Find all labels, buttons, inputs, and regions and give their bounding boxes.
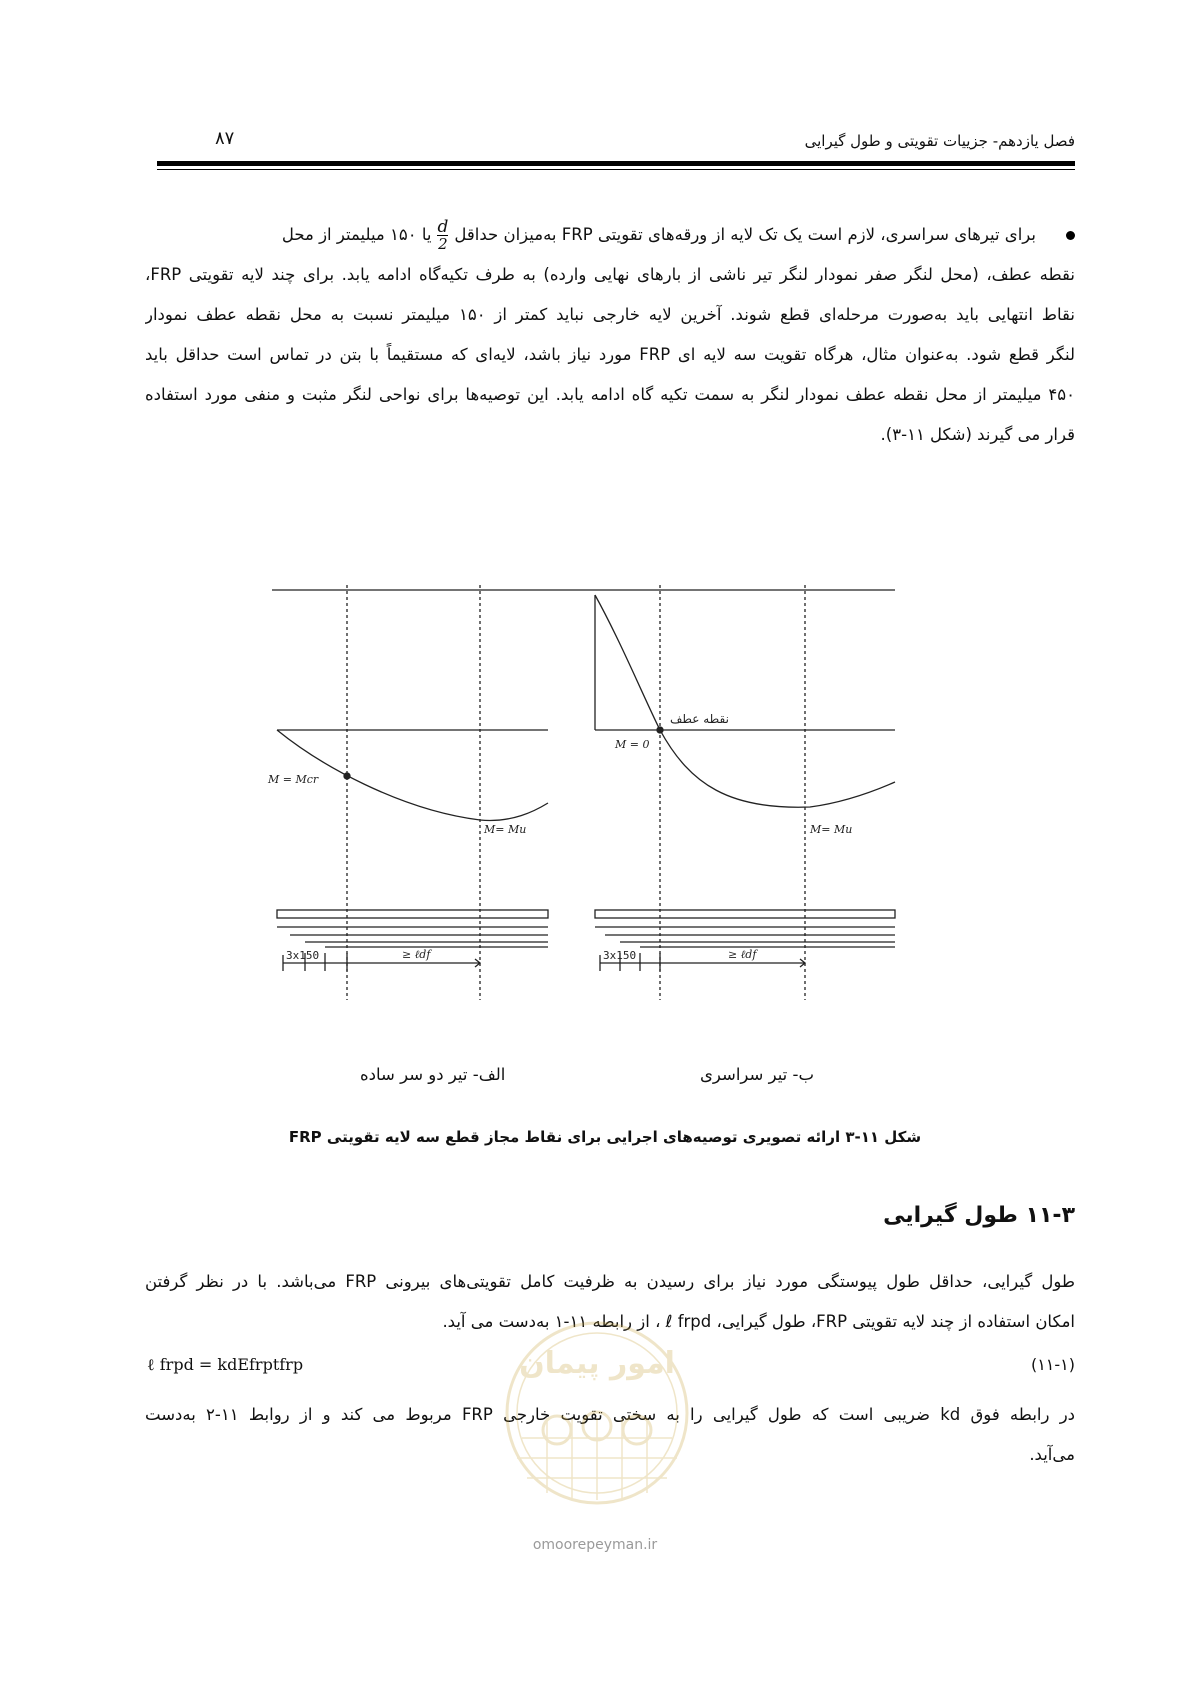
watermark-logo-text: امور پیمان (519, 1346, 675, 1381)
left-diagram (277, 585, 548, 1000)
label-left-dims: 3x150 (286, 949, 320, 962)
figure-caption-b: ب- تیر سراسری (700, 1065, 815, 1084)
body-line-1 (145, 215, 1075, 255)
section-line: می‌آید. (1029, 1445, 1075, 1464)
label-m-zero: M = 0 (615, 738, 650, 751)
chapter-title: فصل یازدهم- جزییات تقویتی و طول گیرایی (804, 132, 1075, 150)
bullet-icon (1066, 231, 1075, 240)
label-right-mu: M= Mu (810, 823, 853, 836)
figure-caption-a: الف- تیر دو سر ساده (360, 1065, 506, 1084)
figure-caption: شکل ۱۱-۳ ارائه تصویری توصیه‌های اجرایی برای نقاط مجاز قطع سه لایه تقویتی FRP (288, 1128, 922, 1146)
header-rule-thin (157, 169, 1075, 170)
body-line: نقاط انتهایی باید به‌صورت مرحله‌ای قطع شوند. آخرین لایه خارجی نباید کمتر از ۱۵۰ میلیمتر نسبت به محل نقطه عطف نمودار (145, 305, 1075, 324)
left-beam-soffit (277, 910, 548, 918)
frp-cutoff-figure (250, 565, 910, 1015)
frac-denominator: 2 (438, 235, 448, 253)
label-right-ldf: ≥ ℓdf (728, 948, 757, 961)
body-line-1-tail: یا ۱۵۰ میلیمتر از محل (281, 225, 432, 244)
label-right-dims: 3x150 (603, 949, 637, 962)
body-line: ۴۵۰ میلیمتر از محل نقطه عطف نمودار لنگر به سمت تکیه گاه ادامه یابد. این توصیه‌ها برای نواحی لنگر مثبت و منفی مورد استفاده (145, 385, 1075, 404)
body-paragraph (145, 215, 1075, 455)
watermark-logo (487, 1318, 707, 1508)
right-diagram (595, 585, 895, 1000)
header-rule-thick (157, 161, 1075, 166)
body-line: لنگر قطع شود. به‌عنوان مثال، هرگاه تقویت سه لایه ای FRP مورد نیاز باشد، لایه‌ای که مستقیماً با بتن در تماس است حداقل باید (145, 345, 1075, 364)
label-left-ldf: ≥ ℓdf (402, 948, 431, 961)
body-line: نقطه عطف، (محل لنگر صفر نمودار لنگر تیر ناشی از بارهای نهایی وارده) به طرف تکیه‌گاه ادامه یابد. برای چند لایه تقویتی FRP، (145, 265, 1075, 284)
watermark-site: omoorepeyman.ir (532, 1537, 658, 1553)
page-number: ۸۷ (215, 128, 235, 149)
label-inflection: نقطه عطف (670, 712, 729, 726)
right-beam-soffit (595, 910, 895, 918)
section-line: طول گیرایی، حداقل طول پیوستگی مورد نیاز برای رسیدن به ظرفیت کامل تقویتی‌های بیرونی FRP می‌باشد. با در نظر گرفتن (145, 1272, 1075, 1291)
body-line-1-text: برای تیرهای سراسری، لازم است یک تک لایه از ورقه‌های تقویتی FRP به‌میزان حداقل (454, 225, 1036, 244)
frac-numerator: d (437, 217, 449, 237)
right-moment-curve (595, 595, 895, 807)
body-line-last: قرار می گیرند (شکل ۱۱-۳). (880, 425, 1075, 444)
section-line: امکان استفاده از چند لایه تقویتی FRP، طول گیرایی، ℓ frpd ، از رابطه ۱۱-۱ به‌دست می آید. (442, 1312, 1075, 1331)
formula: ℓ frpd = kdEfrptfrp (147, 1355, 304, 1374)
fraction-d-over-2 (437, 219, 448, 252)
section-line: در رابطه فوق kd ضریبی است که طول گیرایی را به سختی تقویت خارجی FRP مربوط می کند و از روابط ۱۱-۲ به‌دست (145, 1405, 1075, 1424)
label-m-mcr: M = Mcr (268, 773, 319, 786)
formula-number: (۱۱-۱) (1030, 1355, 1075, 1374)
section-heading: ۱۱-۳ طول گیرایی (883, 1203, 1075, 1228)
label-left-mu: M= Mu (484, 823, 527, 836)
